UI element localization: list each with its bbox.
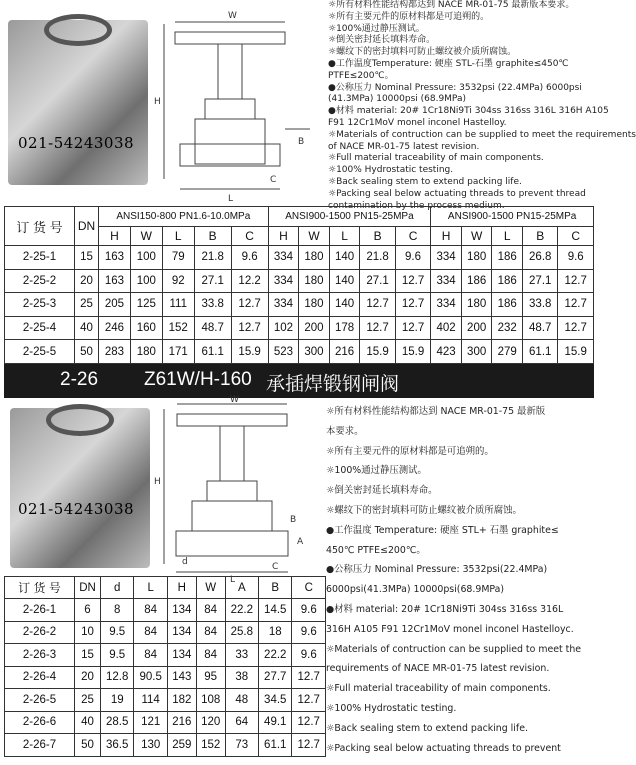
table-cell: 15.9 xyxy=(360,340,395,364)
table-cell: 205 xyxy=(99,293,131,317)
column-header: L xyxy=(134,577,167,599)
table-cell: 232 xyxy=(492,316,523,340)
table-cell: 12.7 xyxy=(395,269,431,293)
table-cell: 12.7 xyxy=(558,269,594,293)
column-header: L xyxy=(492,227,523,246)
column-header: d xyxy=(101,577,134,599)
table-row xyxy=(5,734,326,757)
table-cell: 9.6 xyxy=(292,621,326,644)
table-cell: 423 xyxy=(431,340,462,364)
table-row xyxy=(5,644,326,667)
spec-line: 本要求。 xyxy=(326,425,364,437)
table-cell: 259 xyxy=(167,734,196,757)
table-cell: 102 xyxy=(268,316,299,340)
section-banner xyxy=(4,364,594,398)
column-header: W xyxy=(461,227,492,246)
table-cell: 79 xyxy=(162,246,194,270)
table-cell: 84 xyxy=(196,621,225,644)
column-header: B xyxy=(259,577,292,599)
column-header: H xyxy=(99,227,131,246)
table-cell: 48.7 xyxy=(194,316,231,340)
table-cell: 15.9 xyxy=(395,340,431,364)
table-cell: 140 xyxy=(329,269,360,293)
table-cell: 84 xyxy=(196,599,225,622)
table-cell: 334 xyxy=(431,246,462,270)
table-cell: 2-26-2 xyxy=(5,621,75,644)
table-row xyxy=(5,293,594,317)
table-cell: 26.8 xyxy=(523,246,558,270)
table-cell: 2-26-3 xyxy=(5,644,75,667)
table-cell: 12.7 xyxy=(292,666,326,689)
table-cell: 25.8 xyxy=(225,621,258,644)
table-cell: 48.7 xyxy=(523,316,558,340)
table-row xyxy=(5,689,326,712)
spec-line: ☼Materials of contruction can be supplied to meet the requirements xyxy=(328,129,636,140)
table-cell: 334 xyxy=(268,269,299,293)
spec-line: ●工作温度Temperature: 硬座 STL-石墨 graphite≤450℃ xyxy=(328,58,569,69)
table-cell: 84 xyxy=(134,644,167,667)
table-cell: 49.1 xyxy=(259,711,292,734)
table-cell: 279 xyxy=(492,340,523,364)
table-cell: 2-26-7 xyxy=(5,734,75,757)
column-header: W xyxy=(196,577,225,599)
valve-drawing-top xyxy=(150,4,320,204)
table-cell: 334 xyxy=(431,269,462,293)
table-cell: 34.5 xyxy=(259,689,292,712)
table-cell: 200 xyxy=(461,316,492,340)
table-cell: 9.5 xyxy=(101,621,134,644)
label-c: C xyxy=(270,175,277,185)
spec-line: ☼Full material traceability of main components. xyxy=(326,683,551,695)
table-cell: 334 xyxy=(268,246,299,270)
column-header: B xyxy=(194,227,231,246)
column-header: H xyxy=(167,577,196,599)
column-header: H xyxy=(268,227,299,246)
table-cell: 108 xyxy=(196,689,225,712)
table-cell: 402 xyxy=(431,316,462,340)
table-cell: 2-25-4 xyxy=(5,316,75,340)
table-cell: 523 xyxy=(268,340,299,364)
table-cell: 12.7 xyxy=(395,316,431,340)
table-cell: 160 xyxy=(130,316,162,340)
table-cell: 134 xyxy=(167,621,196,644)
table-cell: 15 xyxy=(75,246,99,270)
table-row xyxy=(5,711,326,734)
table-cell: 12.2 xyxy=(231,269,268,293)
spec-line: ☼Packing seal below actuating threads to prevent xyxy=(326,742,561,754)
dn-header: DN xyxy=(75,207,99,246)
table-row xyxy=(5,599,326,622)
table-row xyxy=(5,340,594,364)
table-cell: 61.1 xyxy=(523,340,558,364)
spec-line: F91 12Cr1MoV monel inconel Hastelloy. xyxy=(328,117,507,128)
spec-line: ☼所有主要元件的原材料都是可追朔的。 xyxy=(326,445,494,457)
spec-line: ☼100% Hydrostatic testing. xyxy=(326,702,457,714)
table-cell: 163 xyxy=(99,269,131,293)
spec-line: ●公称压力 Nominal Pressure: 3532psi (22.4MPa) 6000psi xyxy=(328,82,582,93)
table-cell: 12.7 xyxy=(292,711,326,734)
table-cell: 6 xyxy=(75,599,101,622)
table-cell: 334 xyxy=(268,293,299,317)
handwheel-icon xyxy=(46,404,114,436)
table-cell: 95 xyxy=(196,666,225,689)
table-cell: 180 xyxy=(299,246,330,270)
column-header: DN xyxy=(75,577,101,599)
spec-line: 6000psi(41.3MPa) 10000psi(68.9MPa) xyxy=(326,584,505,596)
table-cell: 134 xyxy=(167,599,196,622)
table-cell: 15 xyxy=(75,644,101,667)
table-cell: 111 xyxy=(162,293,194,317)
table-cell: 84 xyxy=(134,621,167,644)
table-row xyxy=(5,621,326,644)
table-cell: 152 xyxy=(162,316,194,340)
table-cell: 9.6 xyxy=(231,246,268,270)
table-cell: 100 xyxy=(130,269,162,293)
valve-photo-bottom xyxy=(10,408,150,568)
table-cell: 2-25-2 xyxy=(5,269,75,293)
group-header: ANSI900-1500 PN15-25MPa xyxy=(268,207,431,227)
table-cell: 21.8 xyxy=(360,246,395,270)
table-cell: 33 xyxy=(225,644,258,667)
table-cell: 90.5 xyxy=(134,666,167,689)
spec-line: ☼Back sealing stem to extend packing life. xyxy=(326,722,528,734)
column-header: W xyxy=(299,227,330,246)
column-header: C xyxy=(231,227,268,246)
table-cell: 9.6 xyxy=(395,246,431,270)
label-b: B xyxy=(290,515,297,525)
table-cell: 33.8 xyxy=(194,293,231,317)
label-l: L xyxy=(230,575,236,585)
table-cell: 50 xyxy=(75,734,101,757)
table-cell: 2-26-1 xyxy=(5,599,75,622)
valve-photo-top xyxy=(8,20,148,185)
table-cell: 40 xyxy=(75,711,101,734)
table-cell: 27.1 xyxy=(360,269,395,293)
spec-line: ☼100% Hydrostatic testing. xyxy=(328,165,454,176)
banner-title: 承插焊锻钢闸阀 xyxy=(266,374,400,395)
table-cell: 186 xyxy=(461,269,492,293)
phone-number-bottom: 021-54243038 xyxy=(18,500,135,518)
spec-line: contamination by the process medium. xyxy=(328,200,505,211)
table-cell: 2-26-6 xyxy=(5,711,75,734)
table-2-26 xyxy=(4,576,326,757)
spec-line: ☼Back sealing stem to extend packing life. xyxy=(328,176,522,187)
label-c: C xyxy=(272,562,279,572)
table-row xyxy=(5,666,326,689)
spec-line: ☼Full material traceability of main components. xyxy=(328,153,544,164)
table-cell: 9.6 xyxy=(558,246,594,270)
table-cell: 84 xyxy=(134,599,167,622)
table-cell: 15.9 xyxy=(231,340,268,364)
table-cell: 300 xyxy=(299,340,330,364)
spec-line: of NACE MR-01-75 latest revision. xyxy=(328,141,480,152)
handwheel-icon xyxy=(44,14,112,46)
table-cell: 100 xyxy=(130,246,162,270)
bottom-specs xyxy=(326,402,596,758)
phone-number-top: 021-54243038 xyxy=(18,134,135,152)
table-cell: 186 xyxy=(492,269,523,293)
table-cell: 180 xyxy=(461,246,492,270)
table-cell: 2-25-5 xyxy=(5,340,75,364)
table-row xyxy=(5,316,594,340)
table-cell: 12.7 xyxy=(292,734,326,757)
label-b: B xyxy=(298,137,305,147)
table-cell: 27.1 xyxy=(194,269,231,293)
table-cell: 120 xyxy=(196,711,225,734)
spec-line: ☼所有材料性能结构都达到 NACE MR-01-75 最新版本要求。 xyxy=(328,0,575,10)
top-specs xyxy=(328,0,636,212)
spec-line: (41.3MPa) 10000psi (68.9MPa) xyxy=(328,94,466,105)
table-cell: 27.1 xyxy=(523,269,558,293)
spec-line: ☼Packing seal below actuating threads to prevent thread xyxy=(328,188,586,199)
table-cell: 134 xyxy=(167,644,196,667)
spec-line: ●工作温度 Temperature: 硬座 STL+ 石墨 graphite≤ xyxy=(326,524,559,536)
table-cell: 33.8 xyxy=(523,293,558,317)
table-cell: 8 xyxy=(101,599,134,622)
table-cell: 12.7 xyxy=(395,293,431,317)
table-cell: 12.7 xyxy=(558,316,594,340)
table-cell: 50 xyxy=(75,340,99,364)
table-cell: 140 xyxy=(329,293,360,317)
order-number-header: 订 货 号 xyxy=(5,207,75,246)
table-cell: 10 xyxy=(75,621,101,644)
spec-line: ☼所有材料性能结构都达到 NACE MR-01-75 最新版 xyxy=(326,406,546,417)
table-cell: 186 xyxy=(492,246,523,270)
table-cell: 20 xyxy=(75,666,101,689)
table-row xyxy=(5,246,594,270)
table-cell: 25 xyxy=(75,293,99,317)
table-cell: 61.1 xyxy=(259,734,292,757)
table-cell: 200 xyxy=(299,316,330,340)
banner-model: Z61W/H-160 xyxy=(144,369,252,390)
group-header: ANSI900-1500 PN15-25MPa xyxy=(431,207,594,227)
spec-line: 450℃ PTFE≤200℃。 xyxy=(326,544,426,556)
table-cell: 2-25-1 xyxy=(5,246,75,270)
spec-line: ☼100%通过静压测试。 xyxy=(328,23,425,34)
table-cell: 48 xyxy=(225,689,258,712)
table-2-25 xyxy=(4,206,594,364)
table-cell: 22.2 xyxy=(259,644,292,667)
spec-line: ☼所有主要元件的原材料都是可追朔的。 xyxy=(328,11,490,22)
column-header: W xyxy=(130,227,162,246)
label-h: H xyxy=(154,477,161,487)
table-cell: 19 xyxy=(101,689,134,712)
table-cell: 36.5 xyxy=(101,734,134,757)
table-cell: 171 xyxy=(162,340,194,364)
table-cell: 2-26-4 xyxy=(5,666,75,689)
column-header: L xyxy=(162,227,194,246)
label-d: d xyxy=(182,557,188,567)
table-cell: 178 xyxy=(329,316,360,340)
table-cell: 12.7 xyxy=(231,293,268,317)
table-cell: 186 xyxy=(492,293,523,317)
table-cell: 27.7 xyxy=(259,666,292,689)
label-w: W xyxy=(230,395,239,405)
label-w: W xyxy=(228,11,237,21)
table-cell: 25 xyxy=(75,689,101,712)
spec-line: ☼螺纹下的密封填料可防止螺纹被介质所腐蚀。 xyxy=(328,47,517,58)
table-cell: 140 xyxy=(329,246,360,270)
table-cell: 21.8 xyxy=(194,246,231,270)
table-cell: 9.5 xyxy=(101,644,134,667)
table-cell: 300 xyxy=(461,340,492,364)
spec-line: ●材料 material: 20# 1Cr18Ni9Ti 304ss 316ss 316L 316H A105 xyxy=(328,106,609,117)
table-cell: 114 xyxy=(134,689,167,712)
table-cell: 121 xyxy=(134,711,167,734)
table-cell: 38 xyxy=(225,666,258,689)
column-header: C xyxy=(558,227,594,246)
spec-line: ☼倒关密封延长填料寿命。 xyxy=(328,35,436,46)
table-cell: 20 xyxy=(75,269,99,293)
column-header: A xyxy=(225,577,258,599)
table-cell: 216 xyxy=(167,711,196,734)
table-cell: 143 xyxy=(167,666,196,689)
column-header: C xyxy=(395,227,431,246)
group-header: ANSI150-800 PN1.6-10.0MPa xyxy=(99,207,269,227)
column-header: B xyxy=(360,227,395,246)
table-cell: 152 xyxy=(196,734,225,757)
table-cell: 182 xyxy=(167,689,196,712)
table-cell: 64 xyxy=(225,711,258,734)
table-cell: 2-26-5 xyxy=(5,689,75,712)
table-cell: 246 xyxy=(99,316,131,340)
label-a: A xyxy=(297,537,304,547)
table-cell: 12.8 xyxy=(101,666,134,689)
table-cell: 9.6 xyxy=(292,599,326,622)
table-cell: 180 xyxy=(130,340,162,364)
table-cell: 15.9 xyxy=(558,340,594,364)
table-cell: 12.7 xyxy=(292,689,326,712)
table-cell: 84 xyxy=(196,644,225,667)
table-cell: 73 xyxy=(225,734,258,757)
table-cell: 163 xyxy=(99,246,131,270)
table-cell: 2-25-3 xyxy=(5,293,75,317)
column-header: H xyxy=(431,227,462,246)
spec-line: ☼100%通过静压测试。 xyxy=(326,465,427,477)
table-cell: 12.7 xyxy=(360,293,395,317)
table-cell: 12.7 xyxy=(558,293,594,317)
column-header: C xyxy=(292,577,326,599)
valve-drawing-bottom xyxy=(152,394,322,584)
spec-line: ☼倒关密封延长填料寿命。 xyxy=(326,485,438,497)
label-h: H xyxy=(154,97,161,107)
table-cell: 92 xyxy=(162,269,194,293)
banner-code: 2-26 xyxy=(60,369,99,390)
table-cell: 9.6 xyxy=(292,644,326,667)
table-cell: 22.2 xyxy=(225,599,258,622)
column-header: 订 货 号 xyxy=(5,577,75,599)
label-l: L xyxy=(228,194,234,204)
column-header: L xyxy=(329,227,360,246)
spec-line: ●公称压力 Nominal Pressure: 3532psi(22.4MPa) xyxy=(326,564,548,576)
column-header: B xyxy=(523,227,558,246)
table-cell: 216 xyxy=(329,340,360,364)
table-cell: 283 xyxy=(99,340,131,364)
table-cell: 12.7 xyxy=(360,316,395,340)
table-cell: 18 xyxy=(259,621,292,644)
table-row xyxy=(5,269,594,293)
table-cell: 14.5 xyxy=(259,599,292,622)
table-cell: 40 xyxy=(75,316,99,340)
spec-line: PTFE≤200℃。 xyxy=(328,70,394,81)
spec-line: ☼Materials of contruction can be supplied to meet the xyxy=(326,643,582,655)
table-cell: 180 xyxy=(461,293,492,317)
table-cell: 12.7 xyxy=(231,316,268,340)
table-cell: 125 xyxy=(130,293,162,317)
table-cell: 130 xyxy=(134,734,167,757)
table-cell: 61.1 xyxy=(194,340,231,364)
table-cell: 180 xyxy=(299,293,330,317)
table-cell: 180 xyxy=(299,269,330,293)
spec-line: 316H A105 F91 12Cr1MoV monel inconel Hastelloyc. xyxy=(326,623,574,635)
spec-line: requirements of NACE MR-01-75 latest revision. xyxy=(326,663,550,675)
spec-line: ●材料 material: 20# 1Cr18Ni9Ti 304ss 316ss 316L xyxy=(326,603,564,615)
table-cell: 334 xyxy=(431,293,462,317)
spec-line: ☼螺纹下的密封填料可防止螺纹被介质所腐蚀。 xyxy=(326,504,522,516)
table-cell: 28.5 xyxy=(101,711,134,734)
